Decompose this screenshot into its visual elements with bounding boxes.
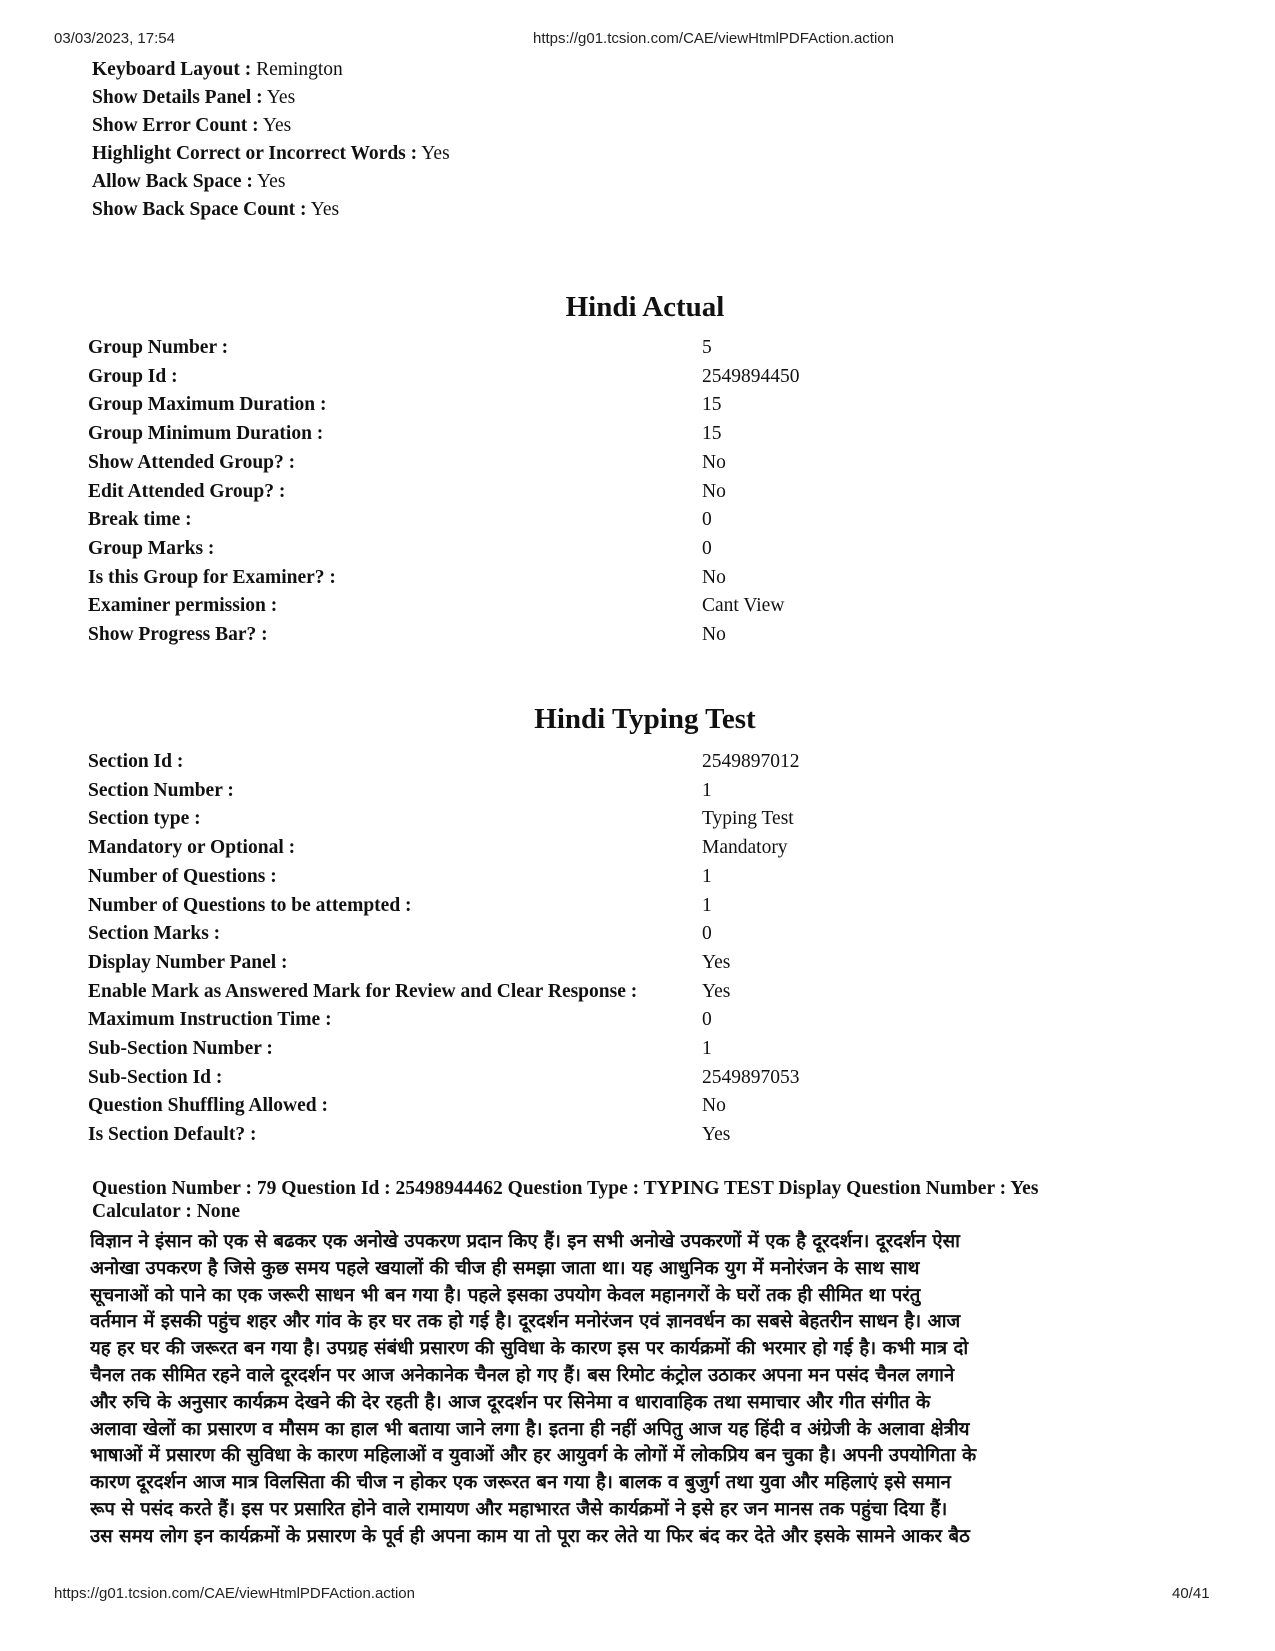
calculator-line: Calculator : None [92, 1201, 241, 1222]
passage-line: उस समय लोग इन कार्यक्रमों के प्रसारण के पूर्व ही अपना काम या तो पूरा कर लेते या फिर बंद कर देते और इसके सामने आकर बैठ [90, 1525, 970, 1547]
detail-key: Examiner permission : [88, 595, 278, 617]
detail-row [88, 808, 1188, 830]
passage-line: रूप से पसंद करते हैं। इस पर प्रसारित होने वाले रामायण और महाभारत जैसे कार्यक्रमों ने इसे हर जन मानस तक पहुंचा दिया हैं। [90, 1498, 948, 1520]
detail-row [88, 595, 1188, 617]
detail-value: Yes [702, 951, 731, 973]
section-title: Hindi Typing Test [534, 703, 756, 735]
passage-line: कारण दूरदर्शन आज मात्र विलसिता की चीज न होकर एक जरूरत बन गया है। बालक व बुजुर्ग तथा युवा और महिलाएं इसे समान [90, 1472, 951, 1494]
detail-row [88, 751, 1188, 773]
detail-value: 15 [702, 394, 722, 416]
page-number: 40/41 [1172, 1585, 1210, 1602]
group-title: Hindi Actual [565, 291, 725, 323]
detail-row [88, 837, 1188, 859]
detail-row [88, 923, 1188, 945]
detail-value: No [702, 1095, 726, 1117]
detail-row [88, 509, 1188, 531]
detail-key: Display Number Panel : [88, 951, 288, 973]
detail-row [88, 1067, 1188, 1089]
detail-key: Sub-Section Number : [88, 1038, 273, 1059]
detail-value: No [702, 624, 726, 645]
detail-value: Yes [702, 980, 731, 1002]
typing-passage [90, 1229, 1200, 1551]
detail-value: 0 [702, 537, 712, 559]
detail-value: 0 [702, 509, 712, 531]
detail-key: Group Id : [88, 365, 178, 387]
detail-key: Is this Group for Examiner? : [88, 566, 336, 588]
detail-key: Enable Mark as Answered Mark for Review and Clear Response : [88, 980, 638, 1002]
detail-key: Show Attended Group? : [88, 451, 296, 473]
question-meta-line: Question Number : 79 Question Id : 25498944462 Question Type : TYPING TEST Display Question Number : Yes [92, 1178, 1039, 1199]
detail-row [88, 952, 1188, 974]
detail-row [88, 394, 1188, 416]
detail-key: Question Shuffling Allowed : [88, 1095, 329, 1117]
detail-row [88, 1009, 1188, 1031]
detail-row [88, 866, 1188, 888]
passage-line: यह हर घर की जरूरत बन गया है। उपग्रह संबंधी प्रसारण की सुविधा के कारण इस पर कार्यक्रमों की भरमार हो गई है। कभी मात्र दो [90, 1338, 969, 1360]
passage-line: अनोखा उपकरण है जिसे कुछ समय पहले खयालों की चीज ही समझा जाता था। यह आधुनिक युग में मनोरंजन के साथ साथ [90, 1257, 920, 1279]
detail-row [88, 1038, 1188, 1060]
passage-line: विज्ञान ने इंसान को एक से बढकर एक अनोखे उपकरण प्रदान किए हैं। इन सभी अनोखे उपकरणों में एक है दूरदर्शन। दूरदर्शन ऐसा [90, 1231, 960, 1252]
detail-row [88, 366, 1188, 388]
setting-key: Highlight Correct or Incorrect Words : [92, 143, 418, 164]
detail-value: 1 [702, 894, 712, 916]
setting-value: Yes [421, 143, 450, 164]
detail-key: Maximum Instruction Time : [88, 1009, 332, 1031]
detail-row [88, 981, 1188, 1003]
print-url: https://g01.tcsion.com/CAE/viewHtmlPDFAction.action [533, 30, 894, 47]
detail-key: Section Id : [88, 751, 184, 772]
setting-value: Yes [257, 171, 286, 192]
setting-value: Yes [266, 87, 296, 108]
passage-line: वर्तमान में इसकी पहुंच शहर और गांव के हर घर तक हो गई है। दूरदर्शन मनोरंजन एवं ज्ञानवर्धन का सबसे बेहतरीन साधन है। आज [90, 1311, 961, 1333]
setting-value: Yes [310, 199, 340, 220]
detail-row [88, 337, 1188, 359]
detail-key: Section type : [88, 808, 201, 830]
detail-key: Section Marks : [88, 923, 221, 945]
question-meta [92, 1177, 1212, 1223]
detail-value: 0 [702, 1009, 712, 1031]
detail-row [88, 780, 1188, 802]
setting-key: Show Back Space Count : [92, 199, 307, 220]
detail-row [88, 1124, 1188, 1146]
detail-key: Show Progress Bar? : [88, 624, 268, 645]
detail-key: Section Number : [88, 779, 234, 801]
detail-key: Group Marks : [88, 537, 215, 559]
setting-key: Show Error Count : [92, 115, 259, 136]
setting-row [92, 200, 339, 220]
setting-row [92, 144, 450, 164]
setting-row [92, 116, 291, 136]
detail-value: 2549894450 [702, 365, 800, 387]
setting-value: Yes [262, 115, 292, 136]
detail-row [88, 895, 1188, 917]
setting-value: Remington [256, 59, 343, 80]
detail-key: Group Maximum Duration : [88, 394, 327, 416]
detail-key: Break time : [88, 509, 192, 531]
setting-row [92, 60, 343, 80]
setting-row [92, 88, 295, 108]
detail-row [88, 538, 1188, 560]
detail-value: 2549897012 [702, 751, 800, 772]
detail-value: 1 [702, 865, 712, 887]
passage-line: और रुचि के अनुसार कार्यक्रम देखने की देर रहती है। आज दूरदर्शन पर सिनेमा व धारावाहिक तथा समाचार और गीत संगीत के [90, 1391, 931, 1413]
detail-value: Yes [702, 1124, 731, 1146]
detail-key: Edit Attended Group? : [88, 480, 286, 502]
detail-value: Cant View [702, 595, 785, 617]
setting-key: Keyboard Layout : [92, 59, 252, 80]
detail-row [88, 624, 1188, 646]
detail-value: No [702, 566, 726, 588]
detail-value: 5 [702, 337, 712, 358]
detail-key: Number of Questions : [88, 865, 277, 887]
detail-value: 1 [702, 779, 712, 801]
detail-value: 15 [702, 423, 722, 445]
setting-key: Allow Back Space : [92, 171, 253, 192]
detail-key: Number of Questions to be attempted : [88, 894, 412, 916]
detail-row [88, 481, 1188, 503]
detail-value: 1 [702, 1038, 712, 1059]
detail-row [88, 567, 1188, 589]
setting-key: Show Details Panel : [92, 87, 263, 108]
passage-line: सूचनाओं को पाने का एक जरूरी साधन भी बन गया है। पहले इसका उपयोग केवल महानगरों के घरों तक ही सीमित था परंतु [90, 1284, 921, 1306]
detail-key: Sub-Section Id : [88, 1066, 223, 1088]
detail-value: 2549897053 [702, 1066, 800, 1088]
detail-key: Is Section Default? : [88, 1124, 257, 1146]
detail-row [88, 452, 1188, 474]
detail-key: Mandatory or Optional : [88, 837, 296, 859]
footer-url: https://g01.tcsion.com/CAE/viewHtmlPDFAction.action [54, 1585, 415, 1602]
detail-value: Typing Test [702, 808, 794, 830]
detail-value: Mandatory [702, 837, 788, 859]
detail-key: Group Minimum Duration : [88, 423, 324, 445]
print-datetime: 03/03/2023, 17:54 [54, 30, 175, 47]
detail-key: Group Number : [88, 337, 229, 358]
setting-row [92, 172, 285, 192]
passage-line: अलावा खेलों का प्रसारण व मौसम का हाल भी बताया जाने लगा है। इतना ही नहीं अपितु आज यह हिंदी व अंग्रेजी के अलावा क्षेत्रीय [90, 1418, 970, 1440]
passage-line: भाषाओं में प्रसारण की सुविधा के कारण महिलाओं व युवाओं और हर आयुवर्ग के लोगों में लोकप्रिय बन चुका है। अपनी उपयोगिता के [90, 1445, 977, 1467]
detail-value: 0 [702, 923, 712, 945]
detail-row [88, 1095, 1188, 1117]
detail-value: No [702, 451, 726, 473]
passage-line: चैनल तक सीमित रहने वाले दूरदर्शन पर आज अनेकानेक चैनल हो गए हैं। बस रिमोट कंट्रोल उठाकर अपना मन पसंद चैनल लगाने [90, 1364, 955, 1386]
detail-row [88, 423, 1188, 445]
detail-value: No [702, 480, 726, 502]
